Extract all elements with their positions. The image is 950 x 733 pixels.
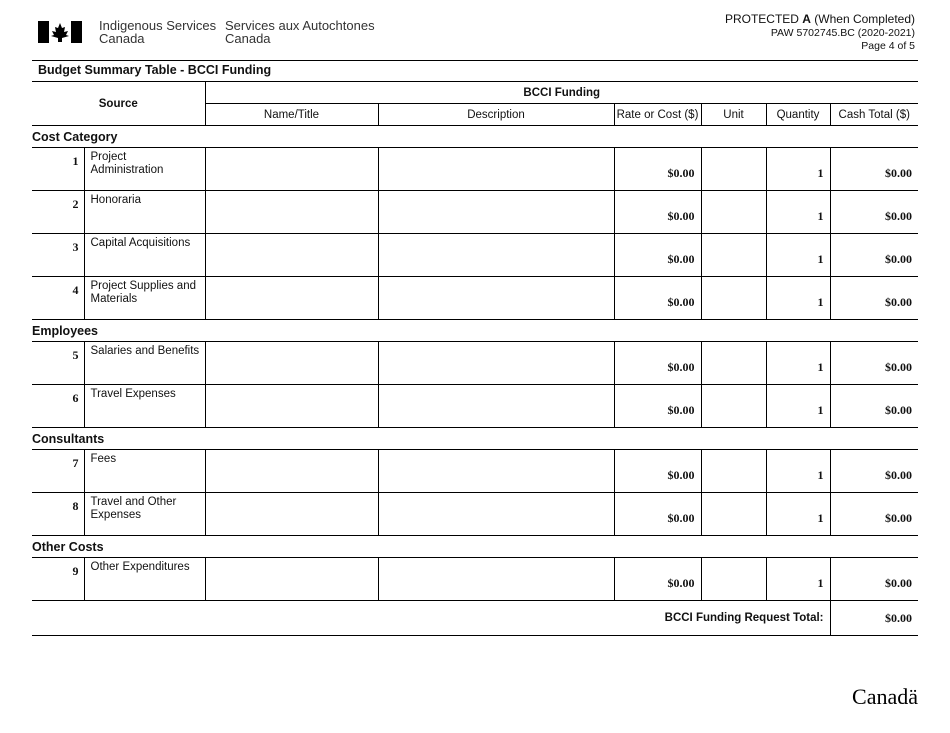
cash-total-value: $0.00 [830, 277, 918, 320]
name-title-field[interactable] [205, 450, 378, 493]
row-label: Fees [84, 450, 205, 493]
column-header-rate: Rate or Cost ($) [614, 104, 701, 126]
name-title-field[interactable] [205, 385, 378, 428]
table-row [32, 342, 918, 385]
total-value: $0.00 [830, 601, 918, 636]
table-row [32, 277, 918, 320]
canada-wordmark: Canadä [852, 684, 918, 709]
cash-total-value: $0.00 [830, 342, 918, 385]
rate-field[interactable]: $0.00 [614, 148, 701, 191]
table-row [32, 385, 918, 428]
quantity-field[interactable]: 1 [766, 558, 830, 601]
quantity-field[interactable]: 1 [766, 191, 830, 234]
description-field[interactable] [378, 450, 614, 493]
category-row [32, 126, 918, 148]
row-number: 3 [32, 234, 84, 277]
section-title: Budget Summary Table - BCCI Funding [38, 63, 272, 77]
row-label: Honoraria [84, 191, 205, 234]
table-row [32, 148, 918, 191]
description-field[interactable] [378, 342, 614, 385]
row-label: Project Supplies and Materials [84, 277, 205, 320]
unit-field[interactable] [701, 342, 766, 385]
row-label: Capital Acquisitions [84, 234, 205, 277]
table-row [32, 234, 918, 277]
unit-field[interactable] [701, 558, 766, 601]
rate-field[interactable]: $0.00 [614, 493, 701, 536]
row-number: 4 [32, 277, 84, 320]
source-header: Source [32, 82, 205, 126]
protected-label: PROTECTED A (When Completed) [724, 12, 915, 26]
row-number: 5 [32, 342, 84, 385]
quantity-field[interactable]: 1 [766, 385, 830, 428]
category-title: Other Costs [32, 536, 918, 558]
quantity-field[interactable]: 1 [766, 234, 830, 277]
row-label: Travel Expenses [84, 385, 205, 428]
column-header-name-title: Name/Title [205, 104, 378, 126]
table-row [32, 450, 918, 493]
row-number: 2 [32, 191, 84, 234]
budget-table-body [32, 126, 918, 636]
header-divider [32, 60, 918, 61]
name-title-field[interactable] [205, 342, 378, 385]
row-label: Salaries and Benefits [84, 342, 205, 385]
unit-field[interactable] [701, 493, 766, 536]
total-row [32, 601, 918, 636]
name-title-field[interactable] [205, 148, 378, 191]
name-title-field[interactable] [205, 493, 378, 536]
description-field[interactable] [378, 148, 614, 191]
row-number: 8 [32, 493, 84, 536]
cash-total-value: $0.00 [830, 450, 918, 493]
description-field[interactable] [378, 385, 614, 428]
category-title: Cost Category [32, 126, 918, 148]
table-row [32, 558, 918, 601]
form-number: PAW 5702745.BC (2020-2021) [770, 27, 915, 39]
total-label: BCCI Funding Request Total: [32, 601, 830, 636]
name-title-field[interactable] [205, 234, 378, 277]
protected-status [725, 12, 915, 53]
table-row [32, 191, 918, 234]
row-number: 7 [32, 450, 84, 493]
row-label: Project Administration [84, 148, 205, 191]
rate-field[interactable]: $0.00 [614, 234, 701, 277]
cash-total-value: $0.00 [830, 558, 918, 601]
cash-total-value: $0.00 [830, 385, 918, 428]
row-number: 1 [32, 148, 84, 191]
quantity-field[interactable]: 1 [766, 450, 830, 493]
row-number: 6 [32, 385, 84, 428]
canada-flag-icon [38, 21, 82, 43]
bcci-funding-header: BCCI Funding [205, 82, 918, 104]
cash-total-value: $0.00 [830, 234, 918, 277]
category-row [32, 320, 918, 342]
rate-field[interactable]: $0.00 [614, 277, 701, 320]
unit-field[interactable] [701, 385, 766, 428]
unit-field[interactable] [701, 234, 766, 277]
cash-total-value: $0.00 [830, 191, 918, 234]
description-field[interactable] [378, 493, 614, 536]
description-field[interactable] [378, 277, 614, 320]
category-row [32, 428, 918, 450]
name-title-field[interactable] [205, 558, 378, 601]
department-name-english: Indigenous Services Canada [99, 18, 217, 46]
rate-field[interactable]: $0.00 [614, 450, 701, 493]
cash-total-value: $0.00 [830, 148, 918, 191]
category-title: Employees [32, 320, 918, 342]
quantity-field[interactable]: 1 [766, 342, 830, 385]
row-label: Travel and Other Expenses [84, 493, 205, 536]
quantity-field[interactable]: 1 [766, 277, 830, 320]
budget-summary-table [32, 81, 918, 636]
department-name-french: Services aux Autochtones Canada [225, 18, 375, 46]
rate-field[interactable]: $0.00 [614, 342, 701, 385]
unit-field[interactable] [701, 450, 766, 493]
name-title-field[interactable] [205, 191, 378, 234]
category-title: Consultants [32, 428, 918, 450]
column-header-unit: Unit [701, 104, 766, 126]
row-number: 9 [32, 558, 84, 601]
rate-field[interactable]: $0.00 [614, 558, 701, 601]
cash-total-value: $0.00 [830, 493, 918, 536]
column-header-quantity: Quantity [766, 104, 830, 126]
rate-field[interactable]: $0.00 [614, 385, 701, 428]
description-field[interactable] [378, 191, 614, 234]
rate-field[interactable]: $0.00 [614, 191, 701, 234]
row-label: Other Expenditures [84, 558, 205, 601]
unit-field[interactable] [701, 277, 766, 320]
unit-field[interactable] [701, 191, 766, 234]
quantity-field[interactable]: 1 [766, 148, 830, 191]
name-title-field[interactable] [205, 277, 378, 320]
description-field[interactable] [378, 558, 614, 601]
column-header-cash-total: Cash Total ($) [830, 104, 918, 126]
unit-field[interactable] [701, 148, 766, 191]
description-field[interactable] [378, 234, 614, 277]
quantity-field[interactable]: 1 [766, 493, 830, 536]
column-header-description: Description [378, 104, 614, 126]
category-row [32, 536, 918, 558]
page-number: Page 4 of 5 [861, 40, 915, 52]
table-row [32, 493, 918, 536]
